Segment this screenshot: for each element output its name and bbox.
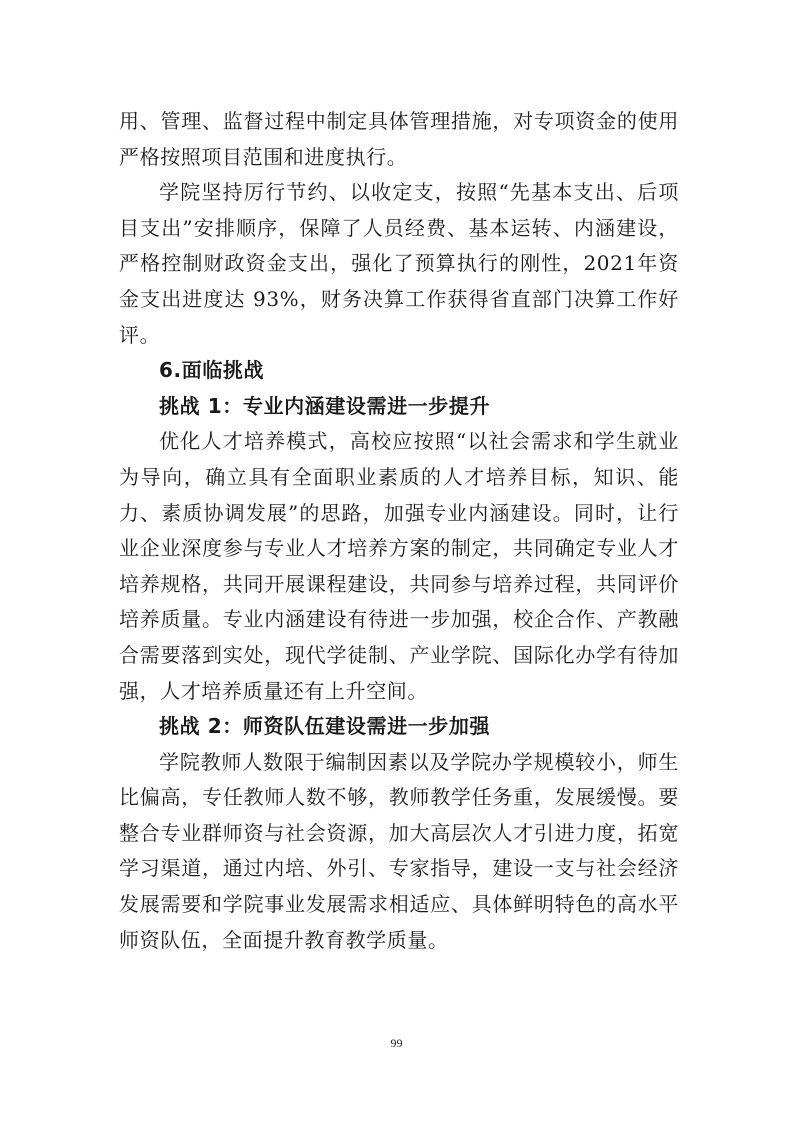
page-number: 99 — [390, 1036, 403, 1050]
paragraph-fund-management: 用、管理、监督过程中制定具体管理措施，对专项资金的使用严格按照项目范围和进度执行。 — [119, 109, 679, 169]
paragraph-challenge-1: 优化人才培养模式，高校应按照“以社会需求和学生就业为导向，确立具有全面职业素质的人才培养目标，知识、能力、素质协调发展”的思路，加强专业内涵建设。同时，让行业企业深度参与专业人才培养方案的制定，共同确定专业人才培养规格，共同开展课程建设，共同参与培养过程，共同评价培养质量。专业内涵建设有待进一步加强，校企合作、产教融合需要落到实处，现代学徒制、产业学院、国际化办学有待加强，人才培养质量还有上升空间。 — [119, 429, 679, 703]
paragraph-challenge-2: 学院教师人数限于编制因素以及学院办学规模较小，师生比偏高，专任教师人数不够，教师教学任务重，发展缓慢。要整合专业群师资与社会资源，加大高层次人才引进力度，拓宽学习渠道，通过内培、外引、专家指导，建设一支与社会经济发展需要和学院事业发展需求相适应、具体鲜明特色的高水平师资队伍，全面提升教育教学质量。 — [119, 749, 679, 952]
page-content — [119, 104, 679, 958]
subheading-challenge-1: 挑战 1：专业内涵建设需进一步提升 — [159, 393, 491, 418]
subheading-challenge-2: 挑战 2：师资队伍建设需进一步加强 — [159, 714, 491, 739]
paragraph-budget-execution: 学院坚持厉行节约、以收定支，按照“先基本支出、后项目支出”安排顺序，保障了人员经费、基本运转、内涵建设，严格控制财政资金支出，强化了预算执行的刚性，2021年资金支出进度达 93%，财务决算工作获得省直部门决算工作好评。 — [119, 180, 679, 347]
section-heading-challenges: 6.面临挑战 — [159, 358, 265, 383]
